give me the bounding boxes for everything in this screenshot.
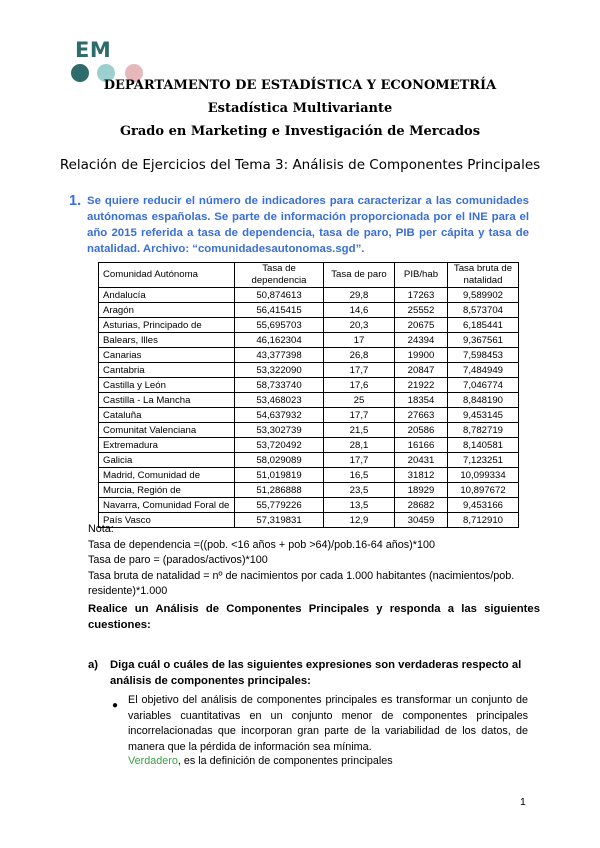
table-cell: 16,5 bbox=[324, 468, 395, 483]
table-cell: 17,7 bbox=[324, 408, 395, 423]
table-cell: 24394 bbox=[395, 333, 448, 348]
table-row bbox=[99, 393, 519, 408]
table-cell: 51,019819 bbox=[235, 468, 324, 483]
table-cell: 28,1 bbox=[324, 438, 395, 453]
table-cell: Extremadura bbox=[99, 438, 235, 453]
table-row bbox=[99, 453, 519, 468]
answer-explanation: , es la definición de componentes principales bbox=[177, 755, 393, 767]
table-cell: 9,589902 bbox=[448, 288, 519, 303]
table-cell: Balears, Illes bbox=[99, 333, 235, 348]
bullet-icon: ● bbox=[112, 700, 119, 711]
table-cell: Canarias bbox=[99, 348, 235, 363]
subject-title: Estadística Multivariante bbox=[207, 101, 393, 116]
table-cell: 8,848190 bbox=[448, 393, 519, 408]
table-cell: Cataluña bbox=[99, 408, 235, 423]
table-cell: Cantabria bbox=[99, 363, 235, 378]
logo-text: EM bbox=[75, 38, 112, 62]
table-cell: 21922 bbox=[395, 378, 448, 393]
question-number: 1. bbox=[69, 193, 82, 209]
table-cell: 23,5 bbox=[324, 483, 395, 498]
table-row bbox=[99, 333, 519, 348]
table-row bbox=[99, 378, 519, 393]
table-cell: 8,573704 bbox=[448, 303, 519, 318]
table-cell: 10,897672 bbox=[448, 483, 519, 498]
table-cell: 20586 bbox=[395, 423, 448, 438]
table-cell: Galicia bbox=[99, 453, 235, 468]
table-cell: 16166 bbox=[395, 438, 448, 453]
instruction: Realice un Análisis de Componentes Principales y responda a las siguientes cuestiones: bbox=[88, 603, 540, 631]
topic-title: Relación de Ejercicios del Tema 3: Análisis de Componentes Principales bbox=[59, 157, 541, 173]
page-number: 1 bbox=[520, 796, 526, 808]
header-cell: Tasa bruta de natalidad bbox=[448, 263, 519, 288]
table-cell: 20,3 bbox=[324, 318, 395, 333]
table-cell: 21,5 bbox=[324, 423, 395, 438]
table-cell: Castilla - La Mancha bbox=[99, 393, 235, 408]
table-cell: 28682 bbox=[395, 498, 448, 513]
table-cell: 51,286888 bbox=[235, 483, 324, 498]
table-cell: 55,695703 bbox=[235, 318, 324, 333]
table-cell: 57,319831 bbox=[235, 513, 324, 528]
subquestion-text: Diga cuál o cuáles de las siguientes expresiones son verdaderas respecto al análisis de componentes principales: bbox=[110, 659, 522, 687]
table-cell: 20675 bbox=[395, 318, 448, 333]
table-row bbox=[99, 498, 519, 513]
bullet-text: El objetivo del análisis de componentes principales es transformar un conjunto de variables cuantitativas en un conjunto menor de componentes principales incorrelacionadas que incorporan gran parte de la variabilidad de los datos, de manera que la pérdida de información sea mínima. bbox=[128, 694, 528, 753]
table-cell: 12,9 bbox=[324, 513, 395, 528]
table-cell: 55,779226 bbox=[235, 498, 324, 513]
header-cell: Tasa de dependencia bbox=[235, 263, 324, 288]
table-cell: 18354 bbox=[395, 393, 448, 408]
table-cell: 53,322090 bbox=[235, 363, 324, 378]
table-cell: 7,598453 bbox=[448, 348, 519, 363]
table-cell: 14,6 bbox=[324, 303, 395, 318]
table-cell: 7,046774 bbox=[448, 378, 519, 393]
table-cell: Madrid, Comunidad de bbox=[99, 468, 235, 483]
table-cell: 20847 bbox=[395, 363, 448, 378]
answer-verdict: Verdadero bbox=[128, 755, 178, 767]
table-cell: Castilla y León bbox=[99, 378, 235, 393]
table-cell: 54,637932 bbox=[235, 408, 324, 423]
table-header-row bbox=[99, 263, 519, 288]
table-row bbox=[99, 303, 519, 318]
table-cell: 17,6 bbox=[324, 378, 395, 393]
table-cell: 58,029089 bbox=[235, 453, 324, 468]
table-cell: 7,484949 bbox=[448, 363, 519, 378]
table-cell: Comunitat Valenciana bbox=[99, 423, 235, 438]
table-cell: 30459 bbox=[395, 513, 448, 528]
notes-title: Nota: bbox=[88, 523, 114, 535]
degree-title: Grado en Marketing e Investigación de Mercados bbox=[119, 124, 481, 139]
note-birthrate: Tasa bruta de natalidad = nº de nacimientos por cada 1.000 habitantes (nacimientos/pob. residente)*1.000 bbox=[88, 569, 515, 597]
table-cell: 20431 bbox=[395, 453, 448, 468]
table-cell: 13,5 bbox=[324, 498, 395, 513]
table-cell: 26,8 bbox=[324, 348, 395, 363]
table-cell: 31812 bbox=[395, 468, 448, 483]
table-cell: 53,302739 bbox=[235, 423, 324, 438]
table-cell: País Vasco bbox=[99, 513, 235, 528]
note-unemployment: Tasa de paro = (parados/activos)*100 bbox=[88, 554, 268, 566]
table-cell: Andalucía bbox=[99, 288, 235, 303]
table-row bbox=[99, 288, 519, 303]
table-cell: Murcia, Región de bbox=[99, 483, 235, 498]
table-row bbox=[99, 318, 519, 333]
table-cell: 9,453145 bbox=[448, 408, 519, 423]
table-cell: 10,099334 bbox=[448, 468, 519, 483]
table-cell: 50,874613 bbox=[235, 288, 324, 303]
table-cell: Navarra, Comunidad Foral de bbox=[99, 498, 235, 513]
table-row bbox=[99, 348, 519, 363]
table-row bbox=[99, 408, 519, 423]
table-cell: 7,123251 bbox=[448, 453, 519, 468]
table-cell: 17263 bbox=[395, 288, 448, 303]
table-cell: 19900 bbox=[395, 348, 448, 363]
subquestion-label: a) bbox=[88, 659, 99, 671]
table-row bbox=[99, 438, 519, 453]
table-cell: 6,185441 bbox=[448, 318, 519, 333]
table-row bbox=[99, 423, 519, 438]
table-cell: Aragón bbox=[99, 303, 235, 318]
table-cell: 17,7 bbox=[324, 453, 395, 468]
data-table bbox=[98, 262, 519, 528]
table-cell: 18929 bbox=[395, 483, 448, 498]
header-cell: PIB/hab bbox=[395, 263, 448, 288]
table-row bbox=[99, 468, 519, 483]
table-cell: 8,712910 bbox=[448, 513, 519, 528]
table-cell: 27663 bbox=[395, 408, 448, 423]
table-cell: 25 bbox=[324, 393, 395, 408]
note-dependency: Tasa de dependencia =((pob. <16 años + pob >64)/pob.16-64 años)*100 bbox=[88, 538, 435, 551]
table-cell: 53,468023 bbox=[235, 393, 324, 408]
table-cell: 29,8 bbox=[324, 288, 395, 303]
table-cell: 53,720492 bbox=[235, 438, 324, 453]
header-cell: Comunidad Autónoma bbox=[99, 263, 235, 288]
table-cell: 43,377398 bbox=[235, 348, 324, 363]
question-text: Se quiere reducir el número de indicadores para caracterizar a las comunidades autónomas españolas. Se parte de información proporcionada por el INE para el año 2015 referida a tasa de dependencia, tasa de paro, PIB per cápita y tasa de natalidad. Archivo: “comunidadesautonomas.sgd”. bbox=[87, 195, 529, 255]
table-cell: 25552 bbox=[395, 303, 448, 318]
table-row bbox=[99, 483, 519, 498]
table-cell: 58,733740 bbox=[235, 378, 324, 393]
table-cell: 17,7 bbox=[324, 363, 395, 378]
table-cell: 46,162304 bbox=[235, 333, 324, 348]
table-cell: 8,782719 bbox=[448, 423, 519, 438]
header-cell: Tasa de paro bbox=[324, 263, 395, 288]
table-row bbox=[99, 363, 519, 378]
table-cell: 9,453166 bbox=[448, 498, 519, 513]
table-cell: 9,367561 bbox=[448, 333, 519, 348]
answer bbox=[128, 755, 393, 767]
table-body bbox=[99, 288, 519, 528]
table-cell: 56,415415 bbox=[235, 303, 324, 318]
table-cell: 17 bbox=[324, 333, 395, 348]
table-cell: Asturias, Principado de bbox=[99, 318, 235, 333]
table-cell: 8,140581 bbox=[448, 438, 519, 453]
notes bbox=[88, 522, 558, 600]
department-title: DEPARTAMENTO DE ESTADÍSTICA Y ECONOMETRÍA bbox=[103, 78, 497, 93]
